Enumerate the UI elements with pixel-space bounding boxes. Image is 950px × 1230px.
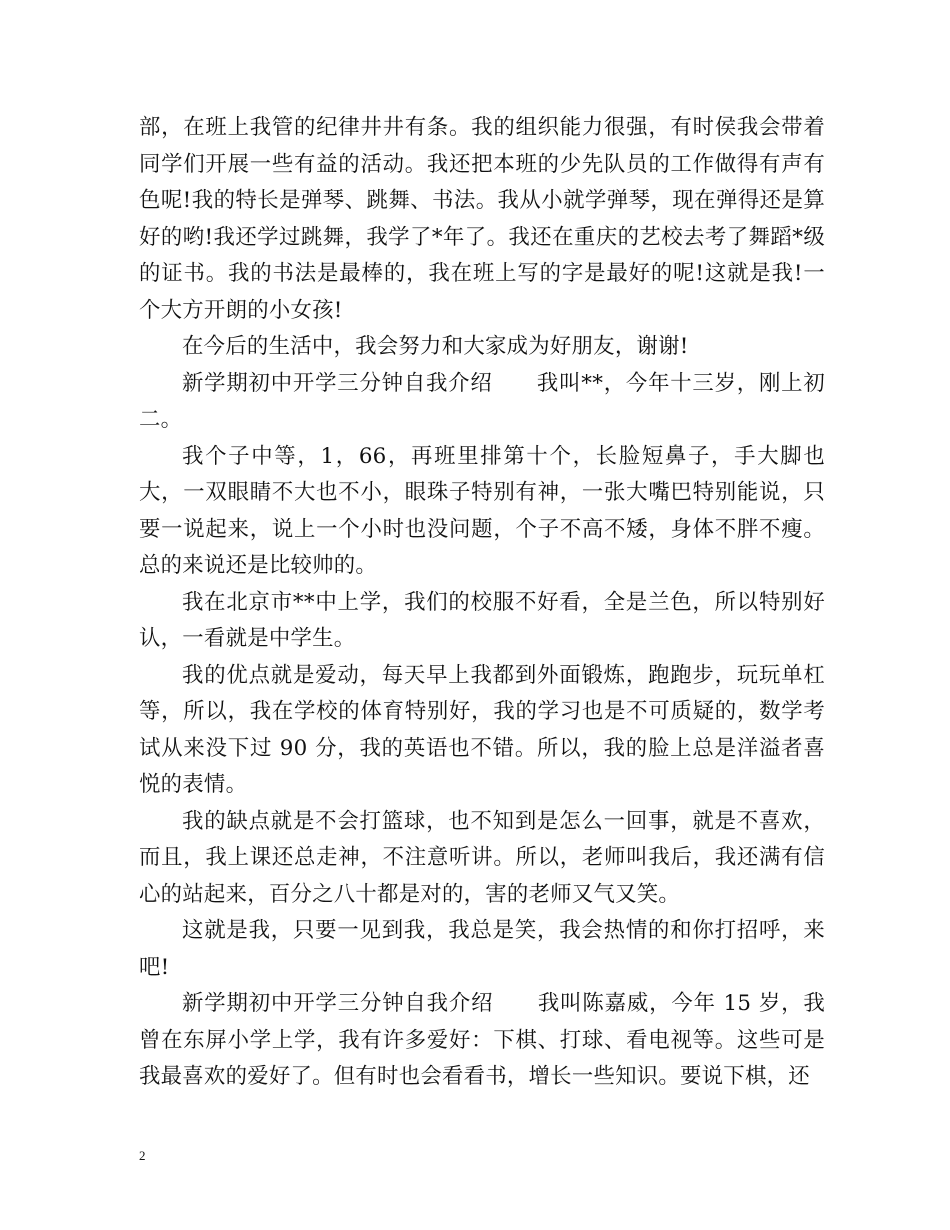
paragraph: 我在北京市**中上学，我们的校服不好看，全是兰色，所以特别好认，一看就是中学生。 [139, 589, 825, 651]
document-body [139, 110, 825, 1096]
paragraph: 新学期初中开学三分钟自我介绍 我叫陈嘉威，今年 15 岁，我曾在东屏小学上学，我有许多爱好：下棋、打球、看电视等。这些可是我最喜欢的爱好了。但有时也会看看书，增长一些知识。要说下棋，还 [139, 991, 825, 1089]
paragraph: 这就是我，只要一见到我，我总是笑，我会热情的和你打招呼，来吧! [139, 918, 825, 980]
paragraph: 我的优点就是爱动，每天早上我都到外面锻炼，跑跑步，玩玩单杠等，所以，我在学校的体育特别好，我的学习也是不可质疑的，数学考试从来没下过 90 分，我的英语也不错。所以，我的脸上总是洋溢者喜悦的表情。 [139, 662, 825, 797]
paragraph: 我的缺点就是不会打篮球，也不知到是怎么一回事，就是不喜欢，而且，我上课还总走神，不注意听讲。所以，老师叫我后，我还满有信心的站起来，百分之八十都是对的，害的老师又气又笑。 [139, 808, 825, 907]
paragraph: 部，在班上我管的纪律井井有条。我的组织能力很强，有时侯我会带着同学们开展一些有益的活动。我还把本班的少先队员的工作做得有声有色呢!我的特长是弹琴、跳舞、书法。我从小就学弹琴，现在弹得还是算好的哟!我还学过跳舞，我学了*年了。我还在重庆的艺校去考了舞蹈*级的证书。我的书法是最棒的，我在班上写的字是最好的呢!这就是我!一个大方开朗的小女孩! [139, 115, 825, 323]
paragraph: 新学期初中开学三分钟自我介绍 我叫**，今年十三岁，刚上初二。 [139, 370, 825, 432]
paragraph: 在今后的生活中，我会努力和大家成为好朋友，谢谢! [182, 334, 689, 359]
page-number: 2 [139, 1148, 146, 1163]
paragraph: 我个子中等，1，66，再班里排第十个，长脸短鼻子，手大脚也大，一双眼睛不大也不小，眼珠子特别有神，一张大嘴巴特别能说，只要一说起来，说上一个小时也没问题，个子不高不矮，身体不胖不瘦。总的来说还是比较帅的。 [139, 443, 825, 578]
